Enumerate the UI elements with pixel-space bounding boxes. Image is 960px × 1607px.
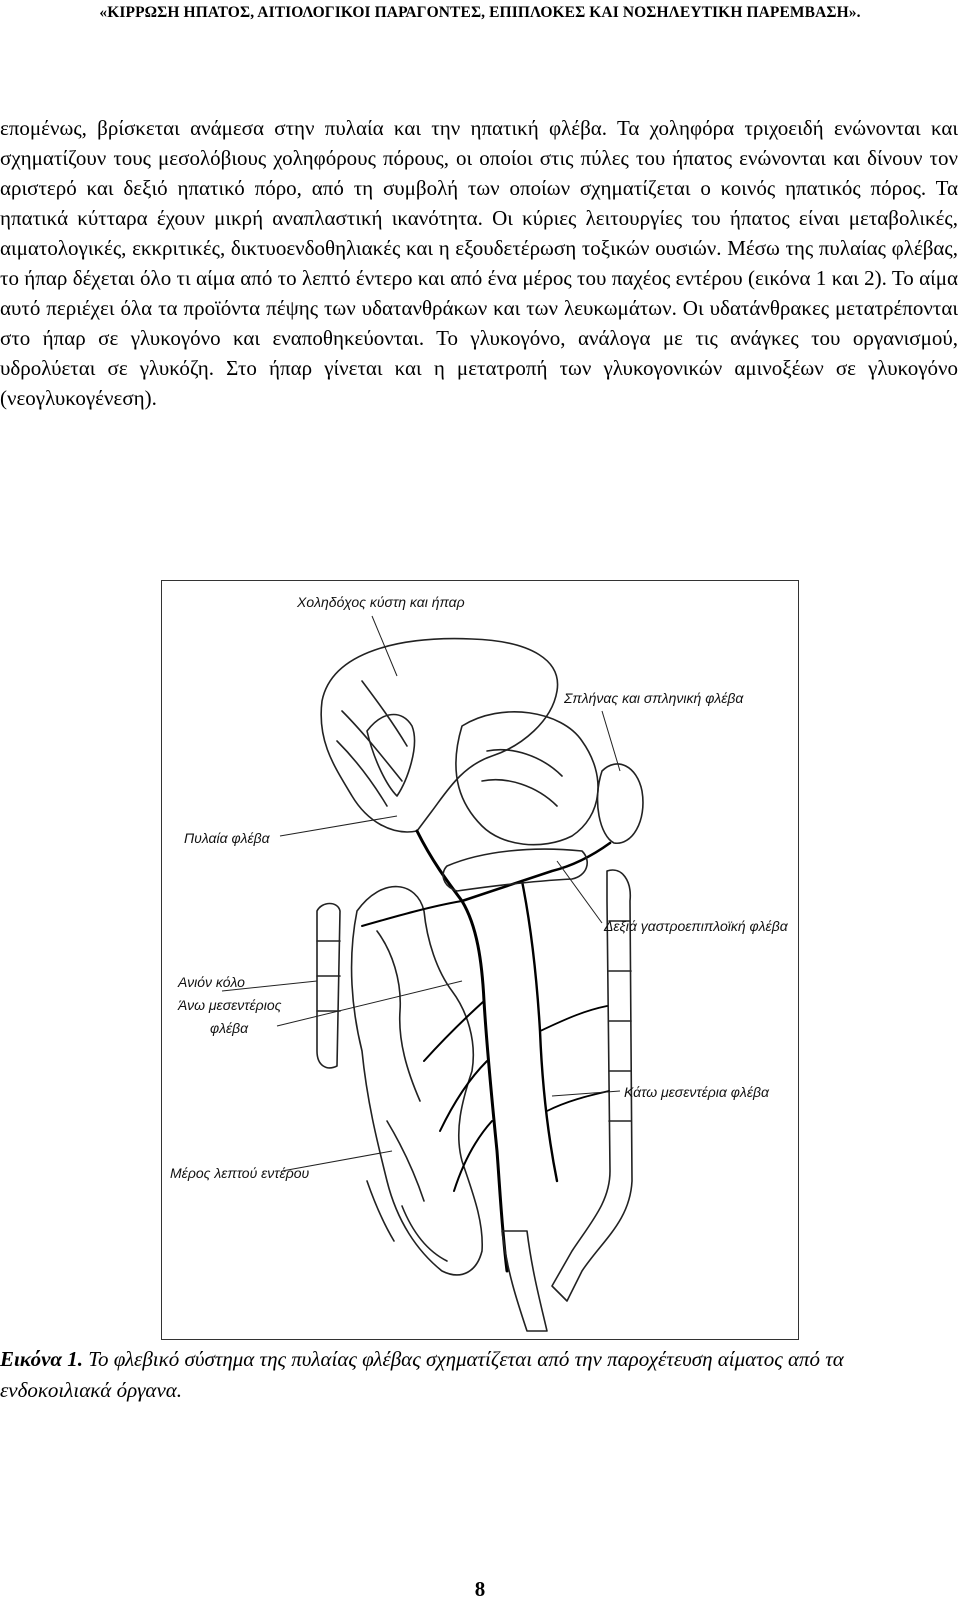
label-gallbladder-liver: Χοληδόχος κύστη και ήπαρ xyxy=(297,594,465,610)
running-header: «ΚΙΡΡΩΣΗ ΗΠΑΤΟΣ, ΑΙΤΙΟΛΟΓΙΚΟΙ ΠΑΡΑΓΟΝΤΕΣ, ΕΠΙΠΛΟΚΕΣ ΚΑΙ ΝΟΣΗΛΕΥΤΙΚΗ ΠΑΡΕΜΒΑΣΗ». xyxy=(99,4,861,21)
small-intestine-shape xyxy=(352,887,483,1275)
figure-caption xyxy=(0,1344,958,1406)
label-spleen: Σπλήνας και σπληνική φλέβα xyxy=(564,690,744,706)
liver-shape xyxy=(321,639,557,832)
figure-portal-venous-system xyxy=(161,580,799,1340)
spleen-shape xyxy=(598,764,643,843)
caption-label: Εικόνα 1. xyxy=(0,1347,84,1371)
anatomical-illustration xyxy=(162,581,798,1339)
label-superior-mesenteric-1: Άνω μεσεντέριος xyxy=(178,997,282,1013)
rectum-shape xyxy=(502,1231,547,1331)
pointer-spleen xyxy=(602,711,620,771)
caption-text: Το φλεβικό σύστημα της πυλαίας φλέβας σχηματίζεται από την παροχέτευση αίματος από τα ενδοκοιλιακά όργανα. xyxy=(0,1347,844,1402)
page-number: 8 xyxy=(474,1577,486,1601)
label-inferior-mesenteric: Κάτω μεσεντέρια φλέβα xyxy=(624,1084,769,1100)
pointer-gallbladder xyxy=(372,616,397,676)
label-ascending-colon: Ανιόν κόλο xyxy=(178,974,245,990)
label-superior-mesenteric-2: φλέβα xyxy=(210,1020,249,1036)
pointer-portal-vein xyxy=(280,816,397,836)
ascending-colon-shape xyxy=(317,904,340,1068)
stomach-shape xyxy=(456,712,598,845)
label-right-gastroepiploic: Δεξιά γαστροεπιπλοϊκή φλέβα xyxy=(604,918,788,934)
label-portal-vein: Πυλαία φλέβα xyxy=(184,830,270,846)
pancreas-shape xyxy=(443,849,587,891)
pointer-superior-mesenteric xyxy=(277,981,462,1026)
portal-vein-path xyxy=(417,831,507,1271)
gallbladder-shape xyxy=(367,715,414,796)
body-paragraph: επομένως, βρίσκεται ανάμεσα στην πυλαία και την ηπατική φλέβα. Τα χοληφόρα τριχοειδή ενώνονται και σχηματίζουν τους μεσολόβιους χοληφόρους πόρους, οι οποίοι στις πύλες του ήπατος ενώνονται και δίνουν τον αριστερό και δεξιό ηπατικό πόρο, από τη συμβολή των οποίων σχηματίζεται ο κοινός ηπατικός πόρος. Τα ηπατικά κύτταρα έχουν μικρή αναπλαστική ικανότητα. Οι κύριες λειτουργίες του ήπατος είναι μεταβολικές, αιματολογικές, εκκριτικές, δικτυοενδοθηλιακές και η εξουδετέρωση τοξικών ουσιών. Μέσω της πυλαίας φλέβας, το ήπαρ δέχεται όλο τι αίμα από το λεπτό έντερο και από ένα μέρος του παχέος εντέρου (εικόνα 1 και 2). Το αίμα αυτό περιέχει όλα τα προϊόντα πέψης των υδατανθράκων και των λευκωμάτων. Οι υδατάνθρακες μετατρέπονται στο ήπαρ σε γλυκογόνο και εναποθηκεύονται. Το γλυκογόνο, ανάλογα με τις ανάγκες του οργανισμού, υδρολύεται σε γλυκόζη. Στο ήπαρ γίνεται και η μετατροπή των γλυκογονικών αμινοξέων σε γλυκογόνο (νεογλυκογένεση). xyxy=(0,116,958,410)
label-small-intestine: Μέρος λεπτού εντέρου xyxy=(170,1165,310,1181)
descending-colon-shape xyxy=(552,870,632,1301)
pointer-gastroepiploic xyxy=(557,861,602,923)
